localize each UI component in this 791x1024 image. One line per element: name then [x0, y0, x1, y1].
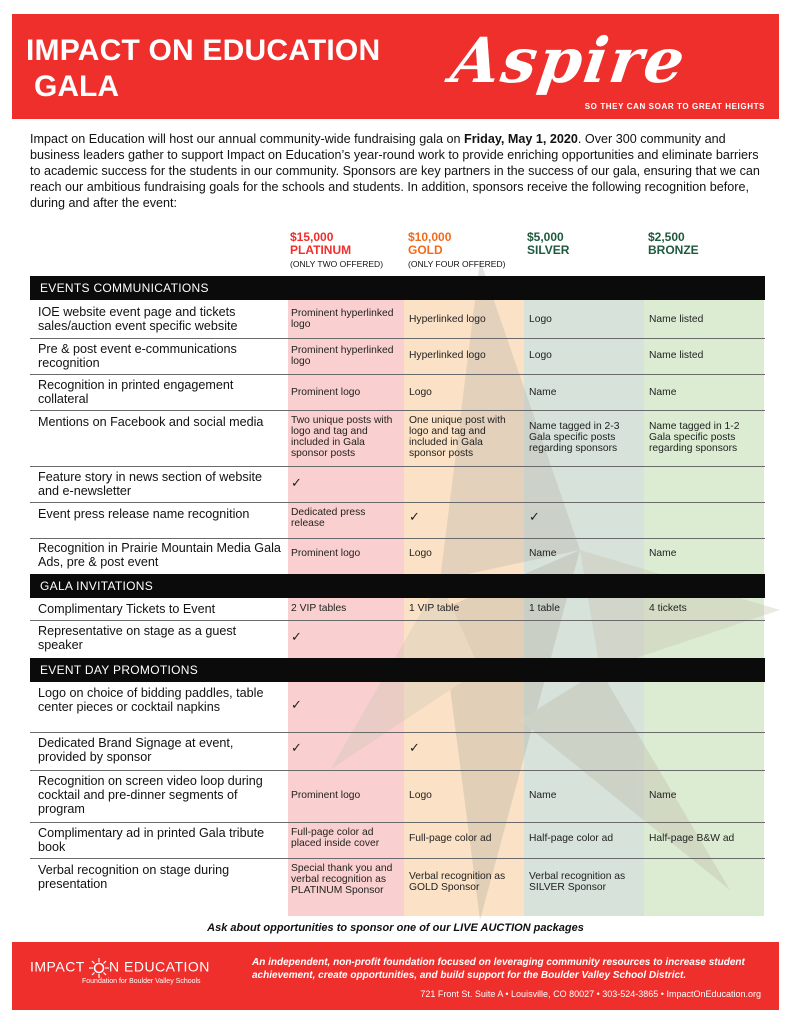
tier-silver — [527, 231, 569, 257]
gold-cell: Full-page color ad — [409, 833, 492, 844]
platinum-cell: Prominent hyperlinked logo — [291, 345, 394, 367]
bronze-cell: Name tagged in 1-2 Gala specific posts regarding sponsors — [649, 421, 740, 454]
tier-gold-note: (ONLY FOUR OFFERED) — [408, 259, 506, 269]
section-events-communications: EVENTS COMMUNICATIONS — [30, 276, 765, 300]
logo-text-right: N EDUCATION — [109, 958, 210, 975]
platinum-cell: Prominent logo — [291, 548, 361, 559]
table-row — [30, 338, 765, 375]
page-title-line2: GALA — [34, 70, 119, 103]
platinum-cell: ✓ — [291, 697, 302, 712]
tagline: SO THEY CAN SOAR TO GREAT HEIGHTS — [584, 102, 765, 111]
footer-description: An independent, non-profit foundation focused on leveraging community resources to increase student achievement, create opportunities, and build support for the Boulder Valley School District. — [252, 957, 745, 981]
live-auction-note: Ask about opportunities to sponsor one of our LIVE AUCTION packages — [207, 922, 584, 934]
gold-cell: Logo — [409, 387, 432, 398]
gold-cell: ✓ — [409, 740, 420, 755]
table-row — [30, 732, 765, 771]
table-row — [30, 410, 765, 467]
bronze-cell: 4 tickets — [649, 603, 687, 614]
row-label: Logo on choice of bidding paddles, table center pieces or cocktail napkins — [38, 686, 264, 714]
table-row — [30, 858, 765, 916]
platinum-cell: Prominent hyperlinked logo — [291, 308, 394, 330]
silver-cell: Name — [529, 387, 557, 398]
gold-cell: 1 VIP table — [409, 603, 460, 614]
bronze-cell: Name listed — [649, 314, 704, 325]
section-event-day-promotions: EVENT DAY PROMOTIONS — [30, 658, 765, 682]
tier-platinum-note: (ONLY TWO OFFERED) — [290, 259, 384, 269]
table-row — [30, 770, 765, 823]
platinum-cell: ✓ — [291, 740, 302, 755]
row-label: Complimentary Tickets to Event — [38, 602, 216, 616]
tier-silver-name: SILVER — [527, 243, 570, 257]
intro-part2: . Over 300 community and business leaders gather to support Impact on Education’s year-round work to provide enriching opportunities and eliminate barriers to academic success for the students in our community. Sponsors are key partners in the success of our gala, ensuring that we can reach our ambitious fundraising goals for the schools and students. In addition, sponsors receive the following recognition before, during and after the event: — [30, 132, 760, 210]
aspire-logo: Aspire — [446, 24, 692, 97]
page-title-line1: IMPACT ON EDUCATION — [26, 34, 381, 67]
intro-paragraph — [30, 131, 765, 211]
platinum-cell: ✓ — [291, 475, 302, 490]
gold-cell: Hyperlinked logo — [409, 350, 486, 361]
gold-cell: Verbal recognition as GOLD Sponsor — [409, 871, 506, 893]
sun-icon — [89, 958, 109, 978]
table-row — [30, 466, 765, 503]
logo-subtitle: Foundation for Boulder Valley Schools — [82, 978, 201, 985]
tier-bronze-name: BRONZE — [648, 243, 699, 257]
table-row — [30, 374, 765, 411]
tier-silver-price: $5,000 — [527, 230, 564, 244]
row-label: Feature story in news section of website and e-newsletter — [38, 470, 262, 498]
silver-cell: Name tagged in 2-3 Gala specific posts regarding sponsors — [529, 421, 620, 454]
silver-cell: Name — [529, 548, 557, 559]
tier-bronze-price: $2,500 — [648, 230, 685, 244]
silver-cell: Logo — [529, 350, 552, 361]
intro-part1: Impact on Education will host our annual community-wide fundraising gala on — [30, 132, 465, 146]
table-row — [30, 538, 765, 575]
silver-cell: Name — [529, 790, 557, 801]
silver-cell: 1 table — [529, 603, 560, 614]
header-banner — [12, 14, 779, 119]
row-label: Event press release name recognition — [38, 507, 250, 521]
footer-address: 721 Front St. Suite A • Louisville, CO 80027 • 303-524-3865 • ImpactOnEducation.org — [420, 989, 761, 999]
row-label: Recognition on screen video loop during cocktail and pre-dinner segments of program — [38, 774, 263, 816]
row-label: Complimentary ad in printed Gala tribute book — [38, 826, 265, 854]
platinum-cell: 2 VIP tables — [291, 603, 347, 614]
tier-gold-price: $10,000 — [408, 230, 452, 244]
platinum-cell: Prominent logo — [291, 790, 361, 801]
bronze-cell: Name — [649, 790, 677, 801]
silver-cell: Half-page color ad — [529, 833, 614, 844]
section-gala-invitations: GALA INVITATIONS — [30, 574, 765, 598]
gold-cell: ✓ — [409, 509, 420, 524]
table-row — [30, 300, 765, 339]
silver-cell: Logo — [529, 314, 552, 325]
row-label: Mentions on Facebook and social media — [38, 415, 264, 429]
platinum-cell: Dedicated press release — [291, 507, 366, 529]
row-label: Verbal recognition on stage during presentation — [38, 863, 230, 891]
silver-cell: ✓ — [529, 509, 540, 524]
gold-cell: One unique post with logo and tag and included in Gala sponsor posts — [409, 415, 506, 459]
table-row — [30, 682, 765, 733]
row-label: Representative on stage as a guest speaker — [38, 624, 237, 652]
table-row — [30, 598, 765, 621]
row-label: IOE website event page and tickets sales/auction event specific website — [38, 305, 238, 333]
footer-banner — [12, 942, 779, 1010]
platinum-cell: Two unique posts with logo and tag and included in Gala sponsor posts — [291, 415, 393, 459]
table-row — [30, 822, 765, 859]
intro-date: Friday, May 1, 2020 — [464, 132, 578, 146]
platinum-cell: Special thank you and verbal recognition as PLATINUM Sponsor — [291, 863, 393, 896]
platinum-cell: Full-page color ad placed inside cover — [291, 827, 380, 849]
bronze-cell: Name listed — [649, 350, 704, 361]
bronze-cell: Half-page B&W ad — [649, 833, 735, 844]
silver-cell: Verbal recognition as SILVER Sponsor — [529, 871, 626, 893]
table-row — [30, 620, 765, 659]
row-label: Dedicated Brand Signage at event, provided by sponsor — [38, 736, 234, 764]
row-label: Pre & post event e-communications recognition — [38, 342, 237, 370]
tier-platinum-name: PLATINUM — [290, 243, 352, 257]
table-row — [30, 502, 765, 539]
bronze-cell: Name — [649, 387, 677, 398]
platinum-cell: Prominent logo — [291, 387, 361, 398]
gold-cell: Logo — [409, 548, 432, 559]
tier-gold-name: GOLD — [408, 243, 443, 257]
bronze-cell: Name — [649, 548, 677, 559]
gold-cell: Logo — [409, 790, 432, 801]
tier-bronze — [648, 231, 699, 257]
gold-cell: Hyperlinked logo — [409, 314, 486, 325]
tier-platinum — [290, 231, 383, 271]
row-label: Recognition in Prairie Mountain Media Gala Ads, pre & post event — [38, 541, 281, 569]
tier-gold — [408, 231, 505, 271]
impact-on-education-logo — [30, 958, 210, 978]
tier-platinum-price: $15,000 — [290, 230, 334, 244]
platinum-cell: ✓ — [291, 629, 302, 644]
logo-text-left: IMPACT — [30, 958, 85, 975]
row-label: Recognition in printed engagement collateral — [38, 378, 234, 406]
